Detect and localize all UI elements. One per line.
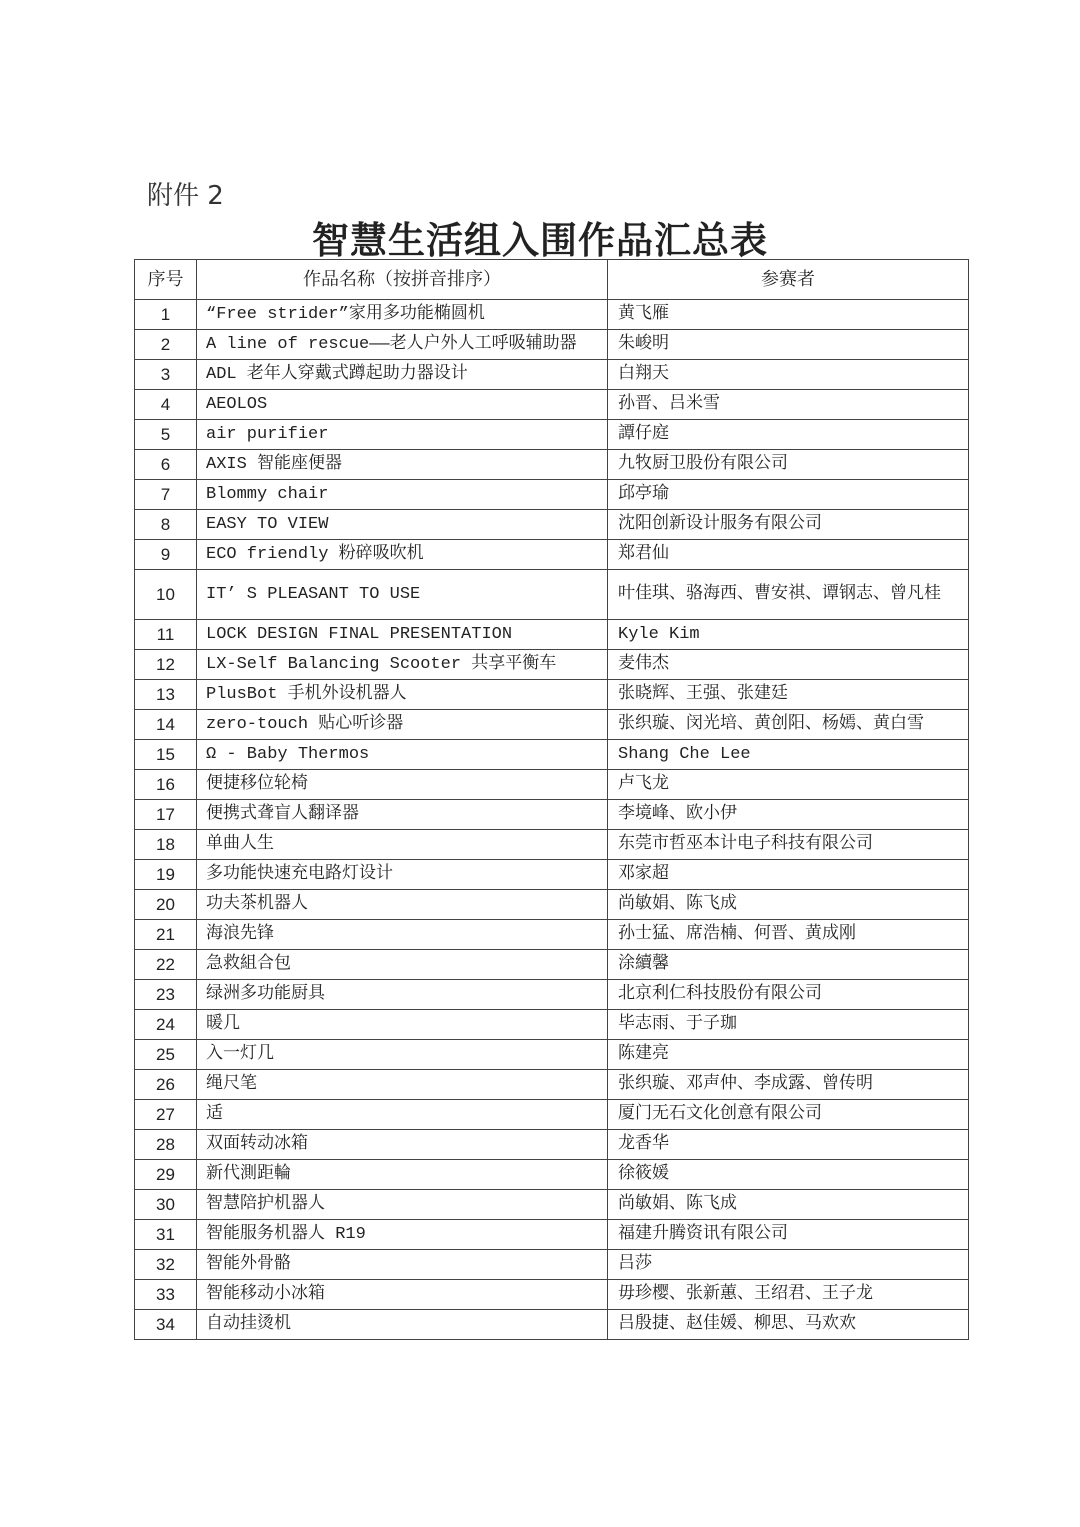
entrant-name: 叶佳琪、骆海西、曹安祺、谭钢志、曾凡桂 bbox=[608, 570, 969, 620]
work-name: 急救組合包 bbox=[197, 950, 608, 980]
table-row bbox=[135, 330, 969, 360]
work-name: air purifier bbox=[197, 420, 608, 450]
row-number: 32 bbox=[135, 1250, 197, 1280]
work-name: AEOLOS bbox=[197, 390, 608, 420]
row-number: 18 bbox=[135, 830, 197, 860]
work-name: IT’ S PLEASANT TO USE bbox=[197, 570, 608, 620]
entrant-name: 张晓辉、王强、张建廷 bbox=[608, 680, 969, 710]
table-row bbox=[135, 1160, 969, 1190]
work-name: ECO friendly 粉碎吸吹机 bbox=[197, 540, 608, 570]
table-row bbox=[135, 540, 969, 570]
document-title: 智慧生活组入围作品汇总表 bbox=[312, 219, 768, 262]
entrant-name: 毕志雨、于子珈 bbox=[608, 1010, 969, 1040]
row-number: 27 bbox=[135, 1100, 197, 1130]
work-name: zero-touch 贴心听诊器 bbox=[197, 710, 608, 740]
row-number: 6 bbox=[135, 450, 197, 480]
entrant-name: 九牧厨卫股份有限公司 bbox=[608, 450, 969, 480]
table-row bbox=[135, 1220, 969, 1250]
work-name: 单曲人生 bbox=[197, 830, 608, 860]
entries-table bbox=[134, 259, 969, 1340]
work-name: 功夫茶机器人 bbox=[197, 890, 608, 920]
row-number: 4 bbox=[135, 390, 197, 420]
work-name: 智能服务机器人 R19 bbox=[197, 1220, 608, 1250]
table-row bbox=[135, 420, 969, 450]
entrant-name: 吕莎 bbox=[608, 1250, 969, 1280]
work-name: 绳尺笔 bbox=[197, 1070, 608, 1100]
work-name: PlusBot 手机外设机器人 bbox=[197, 680, 608, 710]
work-name: LOCK DESIGN FINAL PRESENTATION bbox=[197, 620, 608, 650]
work-name: Blommy chair bbox=[197, 480, 608, 510]
table-body bbox=[135, 300, 969, 1340]
row-number: 19 bbox=[135, 860, 197, 890]
row-number: 12 bbox=[135, 650, 197, 680]
row-number: 2 bbox=[135, 330, 197, 360]
work-name: 海浪先锋 bbox=[197, 920, 608, 950]
header-number: 序号 bbox=[135, 260, 197, 300]
table-row bbox=[135, 1010, 969, 1040]
entrant-name: 郑君仙 bbox=[608, 540, 969, 570]
row-number: 24 bbox=[135, 1010, 197, 1040]
row-number: 5 bbox=[135, 420, 197, 450]
row-number: 11 bbox=[135, 620, 197, 650]
attachment-label: 附件 2 bbox=[147, 181, 224, 211]
row-number: 1 bbox=[135, 300, 197, 330]
entrant-name: 龙香华 bbox=[608, 1130, 969, 1160]
row-number: 7 bbox=[135, 480, 197, 510]
entrant-name: 尚敏娟、陈飞成 bbox=[608, 1190, 969, 1220]
entrant-name: 沈阳创新设计服务有限公司 bbox=[608, 510, 969, 540]
row-number: 25 bbox=[135, 1040, 197, 1070]
table-row bbox=[135, 1070, 969, 1100]
work-name: Ω - Baby Thermos bbox=[197, 740, 608, 770]
entrant-name: 譚仔庭 bbox=[608, 420, 969, 450]
row-number: 14 bbox=[135, 710, 197, 740]
work-name: A line of rescue——老人户外人工呼吸辅助器 bbox=[197, 330, 608, 360]
table-row bbox=[135, 480, 969, 510]
row-number: 20 bbox=[135, 890, 197, 920]
row-number: 21 bbox=[135, 920, 197, 950]
entrant-name: Kyle Kim bbox=[608, 620, 969, 650]
work-name: 智能外骨骼 bbox=[197, 1250, 608, 1280]
header-entrant: 参赛者 bbox=[608, 260, 969, 300]
row-number: 34 bbox=[135, 1310, 197, 1340]
entrant-name: 麦伟杰 bbox=[608, 650, 969, 680]
work-name: EASY TO VIEW bbox=[197, 510, 608, 540]
row-number: 8 bbox=[135, 510, 197, 540]
entrant-name: 朱峻明 bbox=[608, 330, 969, 360]
entrant-name: 卢飞龙 bbox=[608, 770, 969, 800]
entrant-name: Shang Che Lee bbox=[608, 740, 969, 770]
entrant-name: 毋珍樱、张新蕙、王绍君、王子龙 bbox=[608, 1280, 969, 1310]
table-row bbox=[135, 710, 969, 740]
table-row bbox=[135, 620, 969, 650]
row-number: 31 bbox=[135, 1220, 197, 1250]
row-number: 29 bbox=[135, 1160, 197, 1190]
row-number: 26 bbox=[135, 1070, 197, 1100]
entrant-name: 涂續馨 bbox=[608, 950, 969, 980]
entrant-name: 福建升腾资讯有限公司 bbox=[608, 1220, 969, 1250]
row-number: 22 bbox=[135, 950, 197, 980]
work-name: “Free strider”家用多功能椭圆机 bbox=[197, 300, 608, 330]
work-name: 双面转动冰箱 bbox=[197, 1130, 608, 1160]
table-row bbox=[135, 770, 969, 800]
table-row bbox=[135, 1280, 969, 1310]
row-number: 10 bbox=[135, 570, 197, 620]
row-number: 33 bbox=[135, 1280, 197, 1310]
table-row bbox=[135, 950, 969, 980]
work-name: 新代測距輪 bbox=[197, 1160, 608, 1190]
row-number: 28 bbox=[135, 1130, 197, 1160]
work-name: 入一灯几 bbox=[197, 1040, 608, 1070]
row-number: 17 bbox=[135, 800, 197, 830]
table-row bbox=[135, 800, 969, 830]
table-row bbox=[135, 570, 969, 620]
table-row bbox=[135, 860, 969, 890]
work-name: 自动挂烫机 bbox=[197, 1310, 608, 1340]
entrant-name: 北京利仁科技股份有限公司 bbox=[608, 980, 969, 1010]
table-row bbox=[135, 1310, 969, 1340]
row-number: 15 bbox=[135, 740, 197, 770]
entrant-name: 白翔天 bbox=[608, 360, 969, 390]
table-row bbox=[135, 300, 969, 330]
entrant-name: 邓家超 bbox=[608, 860, 969, 890]
header-work-name: 作品名称（按拼音排序） bbox=[197, 260, 608, 300]
table-row bbox=[135, 650, 969, 680]
entrant-name: 徐筱媛 bbox=[608, 1160, 969, 1190]
table-row bbox=[135, 1130, 969, 1160]
entrant-name: 李境峰、欧小伊 bbox=[608, 800, 969, 830]
row-number: 23 bbox=[135, 980, 197, 1010]
entrant-name: 邱亭瑜 bbox=[608, 480, 969, 510]
table-row bbox=[135, 450, 969, 480]
entrant-name: 尚敏娟、陈飞成 bbox=[608, 890, 969, 920]
work-name: ADL 老年人穿戴式蹲起助力器设计 bbox=[197, 360, 608, 390]
table-row bbox=[135, 830, 969, 860]
entrant-name: 吕殷捷、赵佳媛、柳思、马欢欢 bbox=[608, 1310, 969, 1340]
work-name: 智慧陪护机器人 bbox=[197, 1190, 608, 1220]
work-name: 智能移动小冰箱 bbox=[197, 1280, 608, 1310]
row-number: 30 bbox=[135, 1190, 197, 1220]
row-number: 16 bbox=[135, 770, 197, 800]
table-row bbox=[135, 740, 969, 770]
table-row bbox=[135, 510, 969, 540]
table-row bbox=[135, 1250, 969, 1280]
work-name: 便捷移位轮椅 bbox=[197, 770, 608, 800]
table-row bbox=[135, 1100, 969, 1130]
entrant-name: 张织璇、邓声仲、李成露、曾传明 bbox=[608, 1070, 969, 1100]
entrant-name: 张织璇、闵光培、黄创阳、杨嫣、黄白雪 bbox=[608, 710, 969, 740]
work-name: 适 bbox=[197, 1100, 608, 1130]
row-number: 9 bbox=[135, 540, 197, 570]
entrant-name: 东莞市哲巫本计电子科技有限公司 bbox=[608, 830, 969, 860]
work-name: 多功能快速充电路灯设计 bbox=[197, 860, 608, 890]
work-name: AXIS 智能座便器 bbox=[197, 450, 608, 480]
entrant-name: 厦门无石文化创意有限公司 bbox=[608, 1100, 969, 1130]
table-row bbox=[135, 360, 969, 390]
table-header-row bbox=[135, 260, 969, 300]
table-row bbox=[135, 1040, 969, 1070]
table-row bbox=[135, 680, 969, 710]
row-number: 3 bbox=[135, 360, 197, 390]
work-name: 绿洲多功能厨具 bbox=[197, 980, 608, 1010]
table-row bbox=[135, 980, 969, 1010]
entrant-name: 陈建亮 bbox=[608, 1040, 969, 1070]
work-name: LX-Self Balancing Scooter 共享平衡车 bbox=[197, 650, 608, 680]
table-row bbox=[135, 890, 969, 920]
row-number: 13 bbox=[135, 680, 197, 710]
work-name: 便携式聋盲人翻译器 bbox=[197, 800, 608, 830]
table-row bbox=[135, 390, 969, 420]
entrant-name: 孙晋、吕米雪 bbox=[608, 390, 969, 420]
table-row bbox=[135, 920, 969, 950]
work-name: 暖几 bbox=[197, 1010, 608, 1040]
entrant-name: 黄飞雁 bbox=[608, 300, 969, 330]
table-row bbox=[135, 1190, 969, 1220]
entrant-name: 孙士猛、席浩楠、何晋、黄成刚 bbox=[608, 920, 969, 950]
